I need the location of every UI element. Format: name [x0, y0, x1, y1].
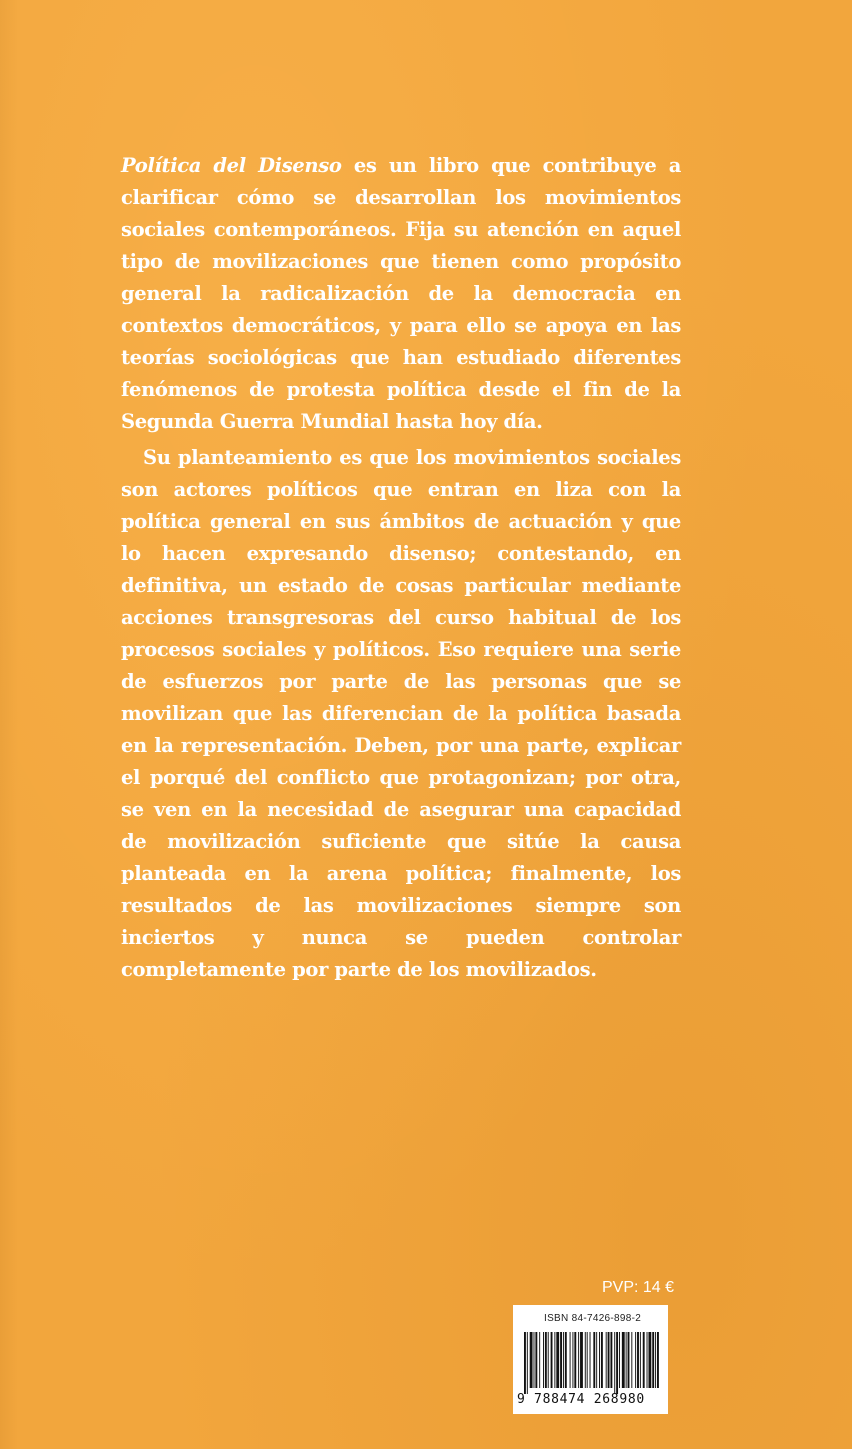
barcode-bar	[599, 1332, 600, 1388]
barcode-bar	[647, 1332, 648, 1388]
barcode-bar	[574, 1332, 576, 1388]
barcode-bar	[648, 1332, 651, 1388]
barcode-bar	[560, 1332, 562, 1388]
barcode-bar	[578, 1332, 579, 1388]
barcode-bar	[652, 1332, 654, 1388]
barcode-bar	[657, 1332, 659, 1388]
barcode-bar	[570, 1332, 571, 1388]
barcode-bar	[606, 1332, 607, 1388]
barcode-bar	[551, 1332, 553, 1388]
barcode-bar	[614, 1332, 615, 1394]
barcode-bar	[640, 1332, 641, 1388]
barcode-bar	[585, 1332, 586, 1388]
barcode-bar	[563, 1332, 564, 1388]
barcode-bars	[523, 1332, 661, 1394]
barcode-bar	[593, 1332, 595, 1388]
barcode-bar	[655, 1332, 656, 1388]
blurb-text	[121, 150, 681, 986]
barcode-digits: 9 788474 268980	[517, 1392, 645, 1407]
barcode-graphic	[523, 1332, 661, 1394]
barcode-bar	[596, 1332, 597, 1388]
barcode-bar	[545, 1332, 547, 1388]
barcode-bar	[534, 1332, 535, 1388]
barcode-bar	[643, 1332, 645, 1388]
barcode-bar	[524, 1332, 526, 1394]
barcode-bar	[565, 1332, 567, 1388]
barcode-bar	[631, 1332, 632, 1388]
barcode-bar	[622, 1332, 625, 1388]
barcode-bar	[535, 1332, 537, 1388]
barcode-bar	[590, 1332, 591, 1388]
blurb-paragraph-1	[121, 150, 681, 438]
barcode-bar	[601, 1332, 603, 1388]
book-title: Política del Disenso	[121, 154, 342, 177]
barcode-bar	[626, 1332, 627, 1388]
barcode-bar	[608, 1332, 610, 1388]
barcode-bar	[619, 1332, 620, 1388]
barcode-bar	[572, 1332, 573, 1388]
blurb-paragraph-1-text: es un libro que contribuye a clarificar cómo se desarrollan los movimientos sociales contemporáneos. Fija su atención en aquel tipo de movilizaciones que tienen como propósito general la radicalización de la democracia en contextos democráticos, y para ello se apoya en las teorías sociológicas que han estudiado diferentes fenómenos de protesta política desde el fin de la Segunda Guerra Mundial hasta hoy día.	[121, 154, 681, 433]
price-label: PVP: 14 €	[602, 1279, 675, 1296]
barcode-bar	[554, 1332, 555, 1388]
barcode-bar	[543, 1332, 544, 1388]
barcode-bar	[616, 1332, 618, 1394]
barcode-bar	[637, 1332, 639, 1388]
barcode-bar	[587, 1332, 588, 1388]
barcode-bar	[580, 1332, 583, 1388]
barcode-bar	[548, 1332, 549, 1388]
barcode-bar	[530, 1332, 533, 1388]
barcode-bar	[610, 1332, 612, 1388]
barcode-bar	[628, 1332, 630, 1388]
barcode-bar	[527, 1332, 528, 1394]
blurb-paragraph-2: Su planteamiento es que los movimientos sociales son actores políticos que entran en liza con la política general en sus ámbitos de actuación y que lo hacen expresando disenso; contestando, en definitiva, un estado de cosas particular mediante acciones transgresoras del curso habitual de los procesos sociales y políticos. Eso requiere una serie de esfuerzos por parte de las personas que se movilizan que las diferencian de la política basada en la representación. Deben, por una parte, explicar el porqué del conflicto que protagonizan; por otra, se ven en la necesidad de asegurar una capacidad de movilización suficiente que sitúe la causa planteada en la arena política; finalmente, los resultados de las movilizaciones siempre son inciertos y nunca se pueden controlar completamente por parte de los movilizados.	[121, 446, 681, 981]
barcode-bar	[539, 1332, 540, 1388]
isbn-label: ISBN 84-7426-898-2	[544, 1313, 642, 1324]
barcode-bar	[635, 1332, 636, 1388]
barcode-bar	[556, 1332, 559, 1388]
